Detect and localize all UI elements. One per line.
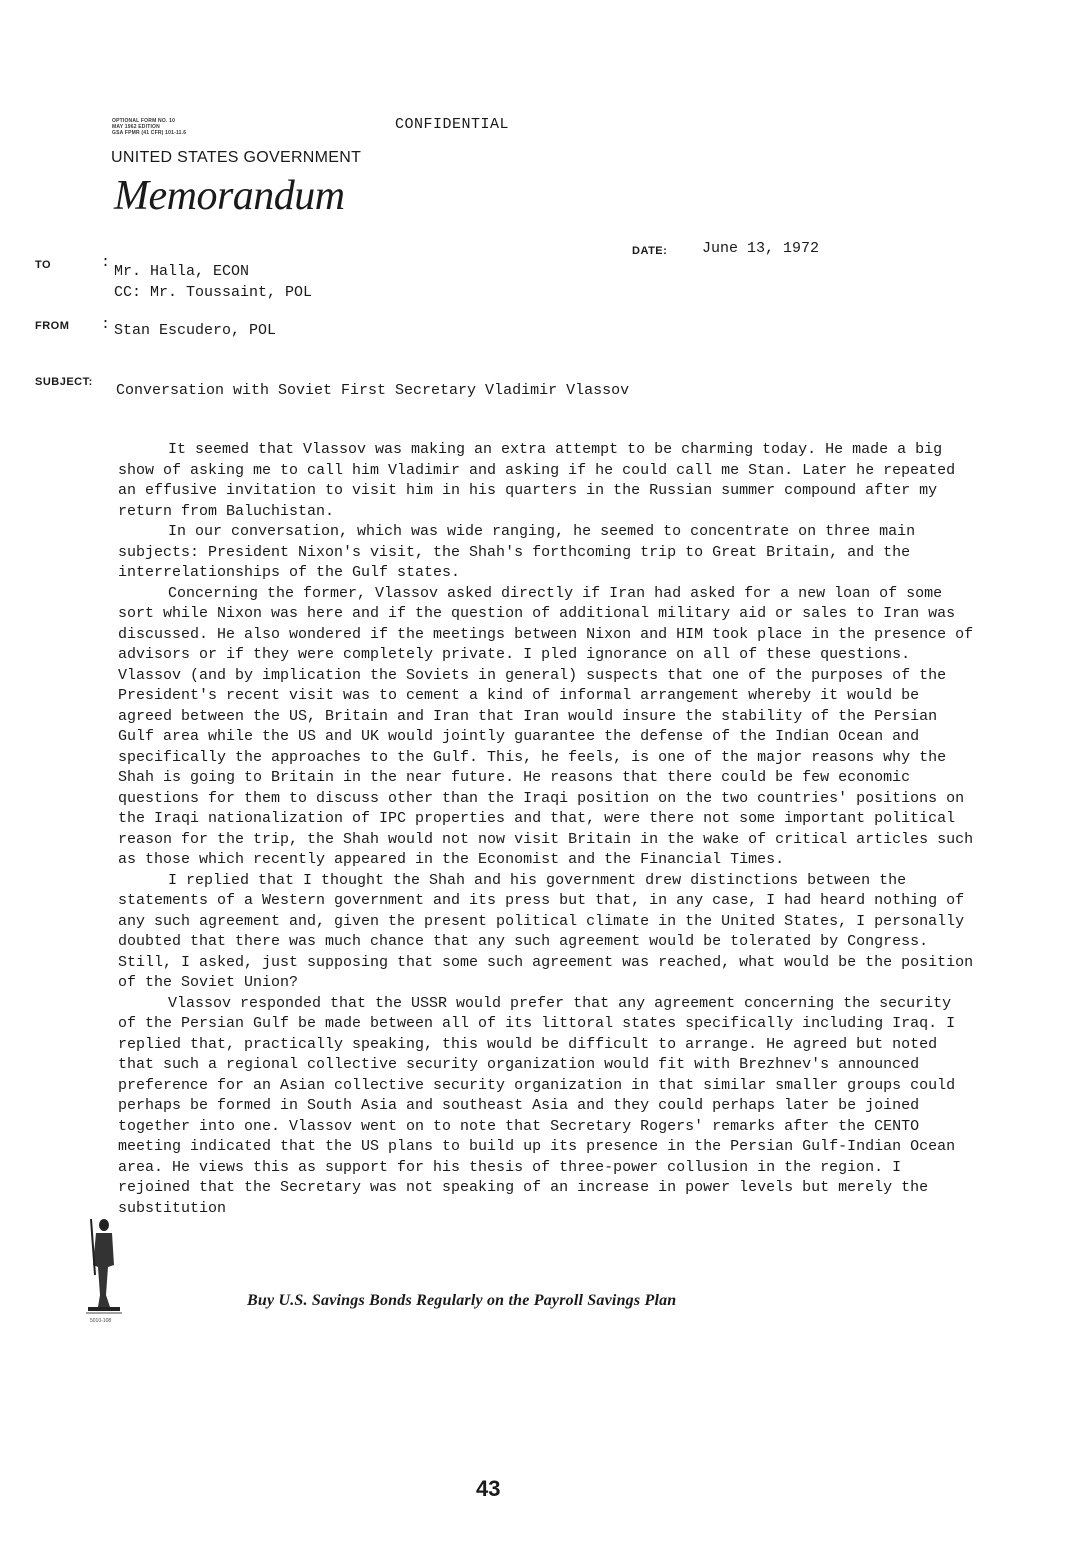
paragraph: Vlassov responded that the USSR would prefer that any agreement concerning the security of the Persian Gulf be made between all of its littoral states specifically including Iraq. I replied that, practically speaking, this would be difficult to arrange. He agreed but noted that such a regional collective security organization would fit with Brezhnev's announced preference for an Asian collective security organization in that similar smaller groups could perhaps be formed in South Asia and southeast Asia and they could perhaps later be joined together into one. Vlassov went on to note that Secretary Rogers' remarks after the CENTO meeting indicated that the US plans to build up its presence in the Persian Gulf-Indian Ocean area. He views this as support for his thesis of three-power collusion in the region. I rejoined that the Secretary was not speaking of an increase in power levels but merely the substitution (118, 994, 956, 1217)
subject-value: Conversation with Soviet First Secretary Vladimir Vlassov (116, 382, 630, 399)
classification-marking: CONFIDENTIAL (395, 116, 510, 133)
paragraph: It seemed that Vlassov was making an extra attempt to be charming today. He made a big show of asking me to call him Vladimir and asking if he could call me Stan. Later he repeated an effusive invitation to visit him in his quarters in the Russian summer compound after my return from Baluchistan. (118, 441, 956, 520)
paragraph: I replied that I thought the Shah and his government drew distinctions between the statements of a Western government and its press but that, in any case, I had heard nothing of any such agreement and, given the present political climate in the United States, I personally doubted that there was much chance that any such agreement would be tolerated by Congress. Still, I asked, just supposing that some such agreement was reached, what would be the position of the Soviet Union? (118, 871, 974, 991)
to-colon: : (101, 254, 111, 271)
savings-bond-slogan: Buy U.S. Savings Bonds Regularly on the Payroll Savings Plan (247, 1292, 677, 1309)
document-type-title: Memorandum (114, 173, 345, 219)
minuteman-logo-icon (84, 1215, 124, 1319)
subject-label: SUBJECT: (35, 376, 93, 388)
paragraph: In our conversation, which was wide ranging, he seemed to concentrate on three main subjects: President Nixon's visit, the Shah's forthcoming trip to Great Britain, and the interrelationships of the Gulf states. (118, 523, 916, 581)
print-code: 5010-108 (90, 1318, 112, 1324)
date-label: DATE: (632, 245, 668, 257)
from-colon: : (101, 316, 111, 333)
form-number: OPTIONAL FORM NO. 10 MAY 1962 EDITION GSA FPMR (41 CFR) 101-11.6 (112, 118, 187, 136)
agency-heading: UNITED STATES GOVERNMENT (111, 149, 362, 166)
to-label: TO (35, 259, 52, 271)
date-value: June 13, 1972 (702, 240, 820, 257)
page-number: 43 (476, 1476, 501, 1501)
to-recipient: Mr. Halla, ECON (114, 263, 250, 280)
from-sender: Stan Escudero, POL (114, 322, 277, 339)
paragraph: Concerning the former, Vlassov asked directly if Iran had asked for a new loan of some sort while Nixon was here and if the question of additional military aid or sales to Iran was discussed. He also wondered if the meetings between Nixon and HIM took place in the presence of advisors or if they were completely private. I pled ignorance on all of these questions. Vlassov (and by implication the Soviets in general) suspects that one of the purposes of the President's recent visit was to cement a kind of informal arrangement whereby it would be agreed between the US, Britain and Iran that Iran would insure the stability of the Persian Gulf area while the US and UK would jointly guarantee the defense of the Indian Ocean and specifically the approaches to the Gulf. This, he feels, is one of the major reasons why the Shah is going to Britain in the near future. He reasons that there could be few economic questions for them to discuss other than the Iraqi position on the two countries' positions on the Iraqi nationalization of IPC properties and that, were there not some important political reason for the trip, the Shah would not now visit Britain in the wake of critical articles such as those which recently appeared in the Economist and the Financial Times. (118, 584, 974, 868)
memo-body (118, 440, 978, 1219)
from-label: FROM (35, 320, 70, 332)
cc-recipient: CC: Mr. Toussaint, POL (114, 284, 313, 301)
